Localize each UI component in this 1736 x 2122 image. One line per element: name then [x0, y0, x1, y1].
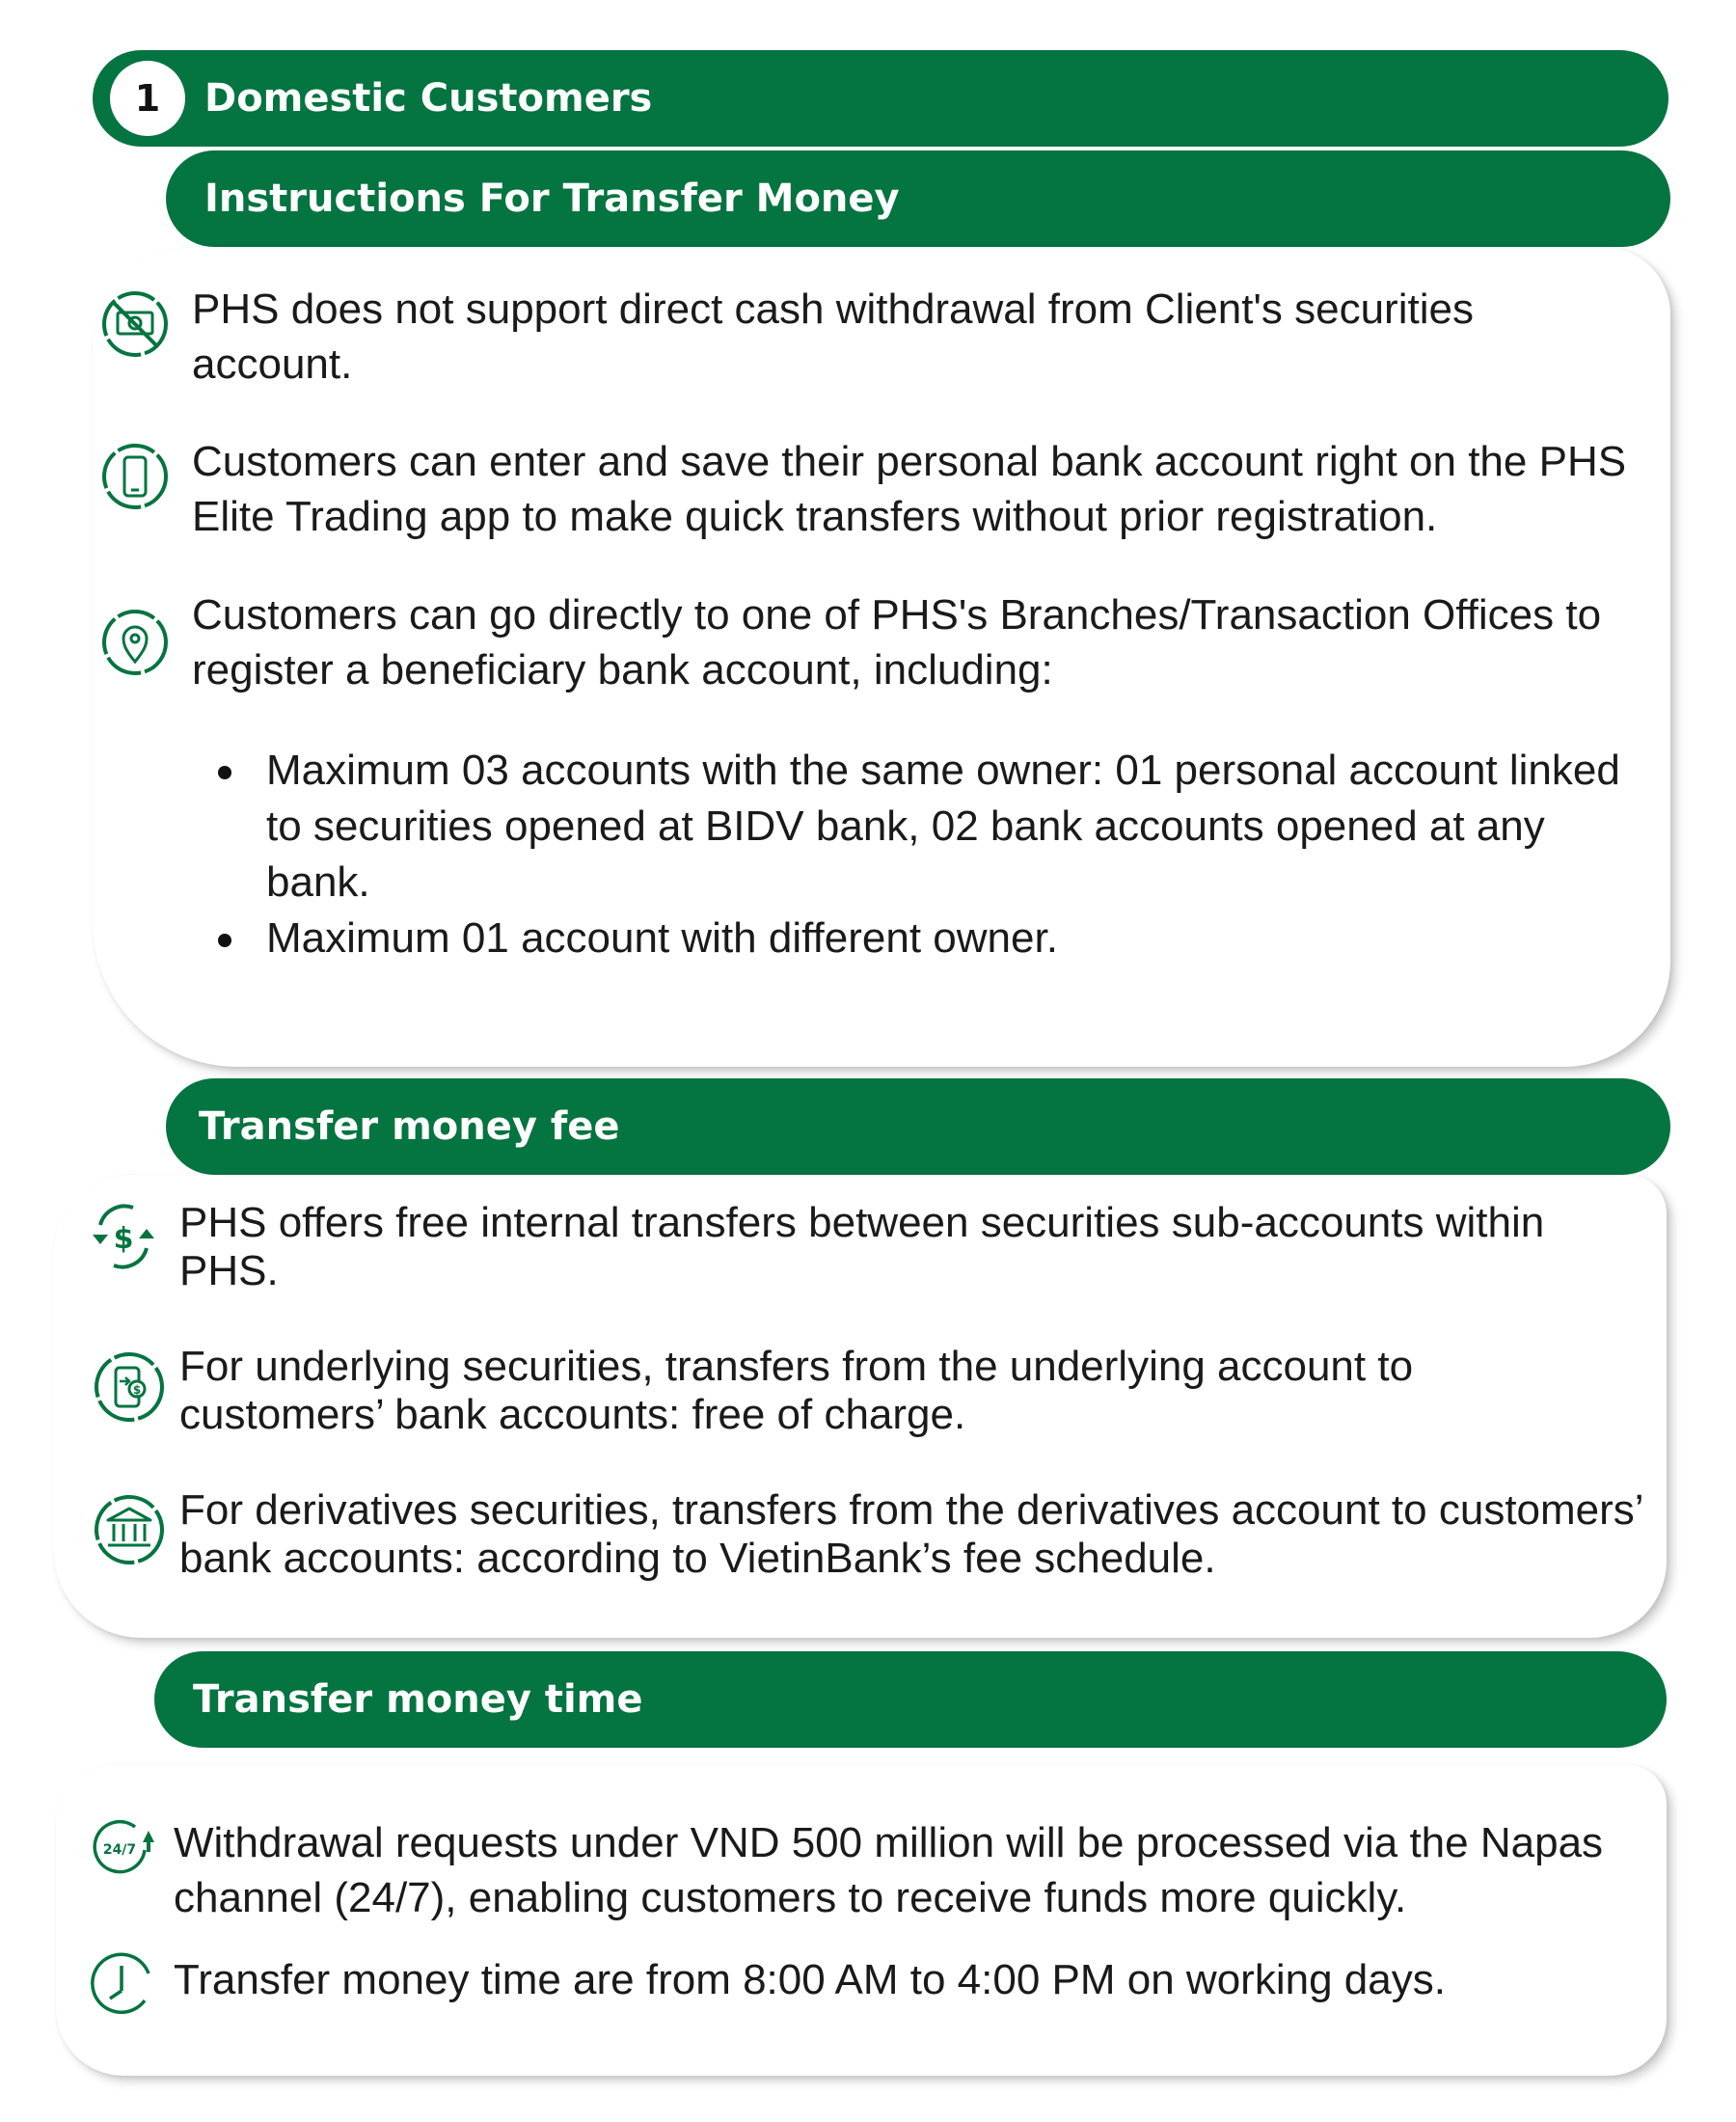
- time-item-text: Transfer money time are from 8:00 AM to 4:00 PM on working days.: [174, 1956, 1446, 2003]
- dollar-exchange-icon: [83, 1196, 164, 1277]
- fee-item-text: For derivatives securities, transfers from the derivatives account to customers’ bank accounts: according to VietinBank’s fee schedule.: [179, 1486, 1642, 1582]
- svg-text:$: $: [132, 1383, 142, 1397]
- section-number-badge: 1: [110, 61, 185, 136]
- bank-icon: [93, 1493, 166, 1566]
- instructions-bullet-list: [266, 743, 1645, 966]
- phone-transfer-icon: [93, 1350, 166, 1424]
- instructions-title: Instructions For Transfer Money: [204, 177, 900, 221]
- instructions-item-text: PHS does not support direct cash withdrawal from Client's securities account.: [192, 286, 1474, 388]
- section-header: [93, 50, 1668, 147]
- 24-7-icon: [85, 1813, 162, 1881]
- time-item-text: Withdrawal requests under VND 500 million will be processed via the Napas channel (24/7), enabling customers to receive funds more quickly.: [174, 1819, 1604, 1921]
- bullet-text: Maximum 03 accounts with the same owner: 01 personal account linked to securities opened at BIDV bank, 02 bank accounts opened at any bank.: [266, 747, 1620, 906]
- bullet-dot: [218, 934, 231, 947]
- bullet-dot: [218, 766, 231, 779]
- clock-icon: [85, 1948, 162, 2026]
- location-pin-icon: [100, 608, 170, 677]
- time-header: [154, 1651, 1667, 1748]
- fee-header: [166, 1078, 1670, 1175]
- svg-text:$: $: [113, 1222, 134, 1256]
- time-title: Transfer money time: [193, 1677, 643, 1722]
- bullet-text: Maximum 01 account with different owner.: [266, 914, 1058, 962]
- fee-title: Transfer money fee: [199, 1104, 620, 1149]
- no-cash-icon: [100, 289, 170, 359]
- fee-item-text: PHS offers free internal transfers between securities sub-accounts within PHS.: [179, 1199, 1545, 1294]
- instructions-item-text: Customers can enter and save their personal bank account right on the PHS Elite Trading app to make quick transfers without prior registration.: [192, 438, 1627, 540]
- instructions-item-text: Customers can go directly to one of PHS's Branches/Transaction Offices to register a beneficiary bank account, including:: [192, 591, 1602, 694]
- list-item: [266, 911, 1645, 966]
- smartphone-icon: [100, 442, 170, 511]
- instructions-header: [166, 150, 1670, 247]
- icon-label: 24/7: [102, 1842, 137, 1858]
- fee-item-text: For underlying securities, transfers from the underlying account to customers’ bank accounts: free of charge.: [179, 1343, 1414, 1438]
- section-title: Domestic Customers: [204, 76, 653, 121]
- list-item: [266, 743, 1645, 911]
